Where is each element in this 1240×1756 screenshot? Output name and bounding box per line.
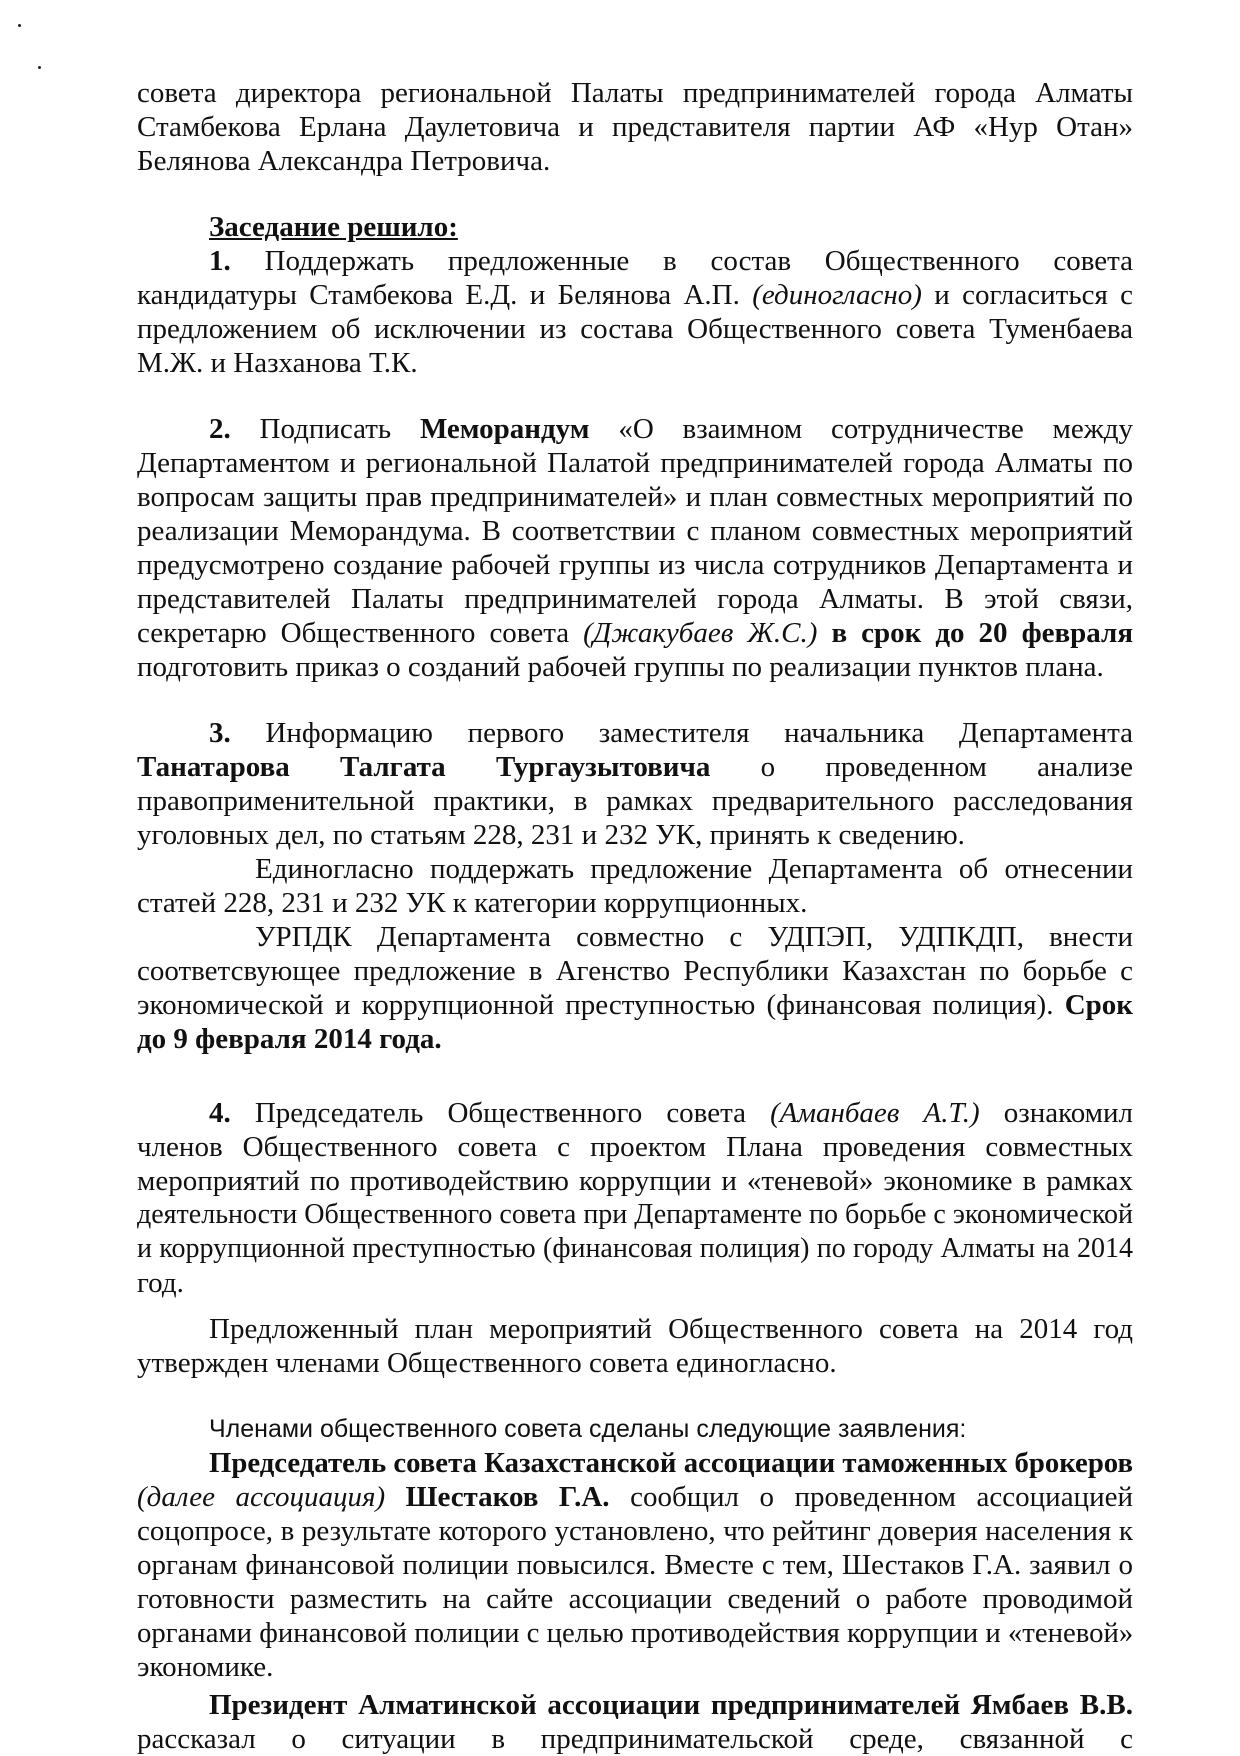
- text-line: совета директора региональной Палаты предпринимателей города Алматы: [137, 77, 1133, 109]
- italic-text: (Джакубаев Ж.С.): [583, 617, 818, 649]
- text-span: Поддержать предложенные в состав Общественного совета: [264, 245, 1133, 277]
- item4-line: [137, 1096, 1133, 1130]
- item2-line: реализации Меморандума. В соответствии с планом совместных мероприятий: [137, 515, 1133, 547]
- statement-line: соцопросе, в результате которого установлено, что рейтинг доверия населения к: [137, 1515, 1133, 1547]
- bold-text: в срок до 20 февраля: [817, 617, 1134, 649]
- item2-line: [137, 616, 1133, 650]
- item4-line: мероприятий по противодействию коррупции и «теневой» экономике в рамках: [137, 1165, 1133, 1197]
- text-span: экономической и коррупционной преступностью (финансовая полиция).: [137, 989, 1065, 1021]
- statement-line: Президент Алматинской ассоциации предпринимателей Ямбаев В.В.: [209, 1689, 1133, 1721]
- bold-text: Срок: [1064, 989, 1133, 1021]
- item3-line: правоприменительной практики, в рамках предварительного расследования: [137, 785, 1133, 817]
- bold-text: Шестаков Г.А.: [385, 1481, 610, 1513]
- statement-line: [137, 1480, 1133, 1514]
- item4-line: год.: [137, 1267, 184, 1299]
- item2-line: подготовить приказ о созданий рабочей группы по реализации пунктов плана.: [137, 651, 1104, 683]
- item3-line: соответсвующее предложение в Агенство Республики Казахстан по борьбе с: [137, 955, 1133, 987]
- statements-intro: Членами общественного совета сделаны следующие заявления:: [209, 1415, 967, 1443]
- item2-line: предусмотрено создание рабочей группы из числа сотрудников Департамента и: [137, 549, 1133, 581]
- bold-text: Меморандум: [419, 413, 590, 445]
- text-span: Подписать: [259, 413, 420, 445]
- item2-line: [137, 412, 1133, 446]
- italic-text: (единогласно): [752, 279, 922, 311]
- text-span: и согласиться с: [921, 279, 1133, 311]
- item3-line: [137, 716, 1133, 750]
- bold-text: Танатарова Талгата Тургаузытовича: [137, 751, 711, 783]
- item-number: 1.: [209, 245, 231, 277]
- italic-text: (далее ассоциация): [137, 1481, 386, 1513]
- paragraph-gap: [137, 178, 1133, 210]
- paragraph-gap: [137, 1056, 1133, 1096]
- item4-line: утвержден членами Общественного совета единогласно.: [137, 1347, 837, 1379]
- statement-line: экономике.: [137, 1651, 274, 1683]
- item3-line: уголовных дел, по статьям 228, 231 и 232 УК, принять к сведению.: [137, 819, 965, 851]
- item3-line: [137, 750, 1133, 784]
- statement-line: органами финансовой полиции с целью противодействия коррупции и «теневой»: [137, 1617, 1134, 1649]
- item4-line: Предложенный план мероприятий Общественного совета на 2014 год: [209, 1313, 1133, 1345]
- text-span: Информацию первого заместителя начальника Департамента: [265, 717, 1133, 749]
- item1-line: М.Ж. и Назханова Т.К.: [137, 347, 418, 379]
- text-span: «О взаимном сотрудничестве между: [589, 413, 1134, 445]
- italic-text: (Аманбаев А.Т.): [770, 1097, 980, 1129]
- text-span: о проведенном анализе: [710, 751, 1133, 783]
- item4-line: членов Общественного совета с проектом Плана проведения совместных: [137, 1131, 1133, 1163]
- text-span: Председатель Общественного совета: [254, 1097, 771, 1129]
- statement-line: готовности разместить на сайте ассоциации сведений о работе проводимой: [137, 1583, 1133, 1615]
- decision-heading: [137, 210, 1133, 244]
- document-page: [137, 76, 1133, 1756]
- item3-line: до 9 февраля 2014 года.: [137, 1023, 442, 1055]
- text-line: Стамбекова Ерлана Даулетовича и представителя партии АФ «Нур Отан»: [137, 111, 1133, 143]
- statement-line: рассказал о ситуации в предпринимательской среде, связанной с: [137, 1723, 1133, 1755]
- text-span: ознакомил: [979, 1097, 1133, 1129]
- item-number: 3.: [209, 717, 231, 749]
- item4-line: и коррупционной преступностью (финансовая полиция) по городу Алматы на 2014: [137, 1233, 1133, 1264]
- item-number: 4.: [209, 1097, 231, 1129]
- statement-line: органам финансовой полиции повысился. Вместе с тем, Шестаков Г.А. заявил о: [137, 1549, 1133, 1581]
- paragraph-gap: [137, 1380, 1133, 1412]
- item3-line: [137, 988, 1133, 1022]
- item3-line: УРПДК Департамента совместно с УДПЭП, УДПКДП, внести: [255, 921, 1133, 953]
- paragraph-gap: [137, 684, 1133, 716]
- scan-speck: [38, 66, 41, 69]
- paragraph-gap: [137, 1300, 1133, 1312]
- item1-line: предложением об исключении из состава Общественного совета Туменбаева: [137, 313, 1133, 345]
- item2-line: представителей Палаты предпринимателей города Алматы. В этой связи,: [137, 583, 1133, 615]
- text-span: кандидатуры Стамбекова Е.Д. и Белянова А.П.: [137, 279, 753, 311]
- text-span: сообщил о проведенном ассоциацией: [609, 1481, 1133, 1513]
- statement-line: Председатель совета Казахстанской ассоциации таможенных брокеров: [209, 1447, 1133, 1479]
- decision-heading-text: Заседание решило:: [209, 211, 458, 243]
- item1-line: [137, 244, 1133, 278]
- item3-line: статей 228, 231 и 232 УК к категории коррупционных.: [137, 887, 808, 919]
- item-number: 2.: [209, 413, 231, 445]
- item2-line: вопросам защиты прав предпринимателей» и план совместных мероприятий по: [137, 481, 1133, 513]
- scan-speck: [18, 24, 21, 27]
- paragraph-gap: [137, 380, 1133, 412]
- item3-line: Единогласно поддержать предложение Департамента об отнесении: [255, 853, 1133, 885]
- item2-line: Департаментом и региональной Палатой предпринимателей города Алматы по: [137, 447, 1133, 479]
- item1-line: [137, 278, 1133, 312]
- text-line: Белянова Александра Петровича.: [137, 145, 551, 177]
- text-span: секретарю Общественного совета: [137, 617, 584, 649]
- item4-line: деятельности Общественного совета при Департаменте по борьбе с экономической: [137, 1199, 1133, 1230]
